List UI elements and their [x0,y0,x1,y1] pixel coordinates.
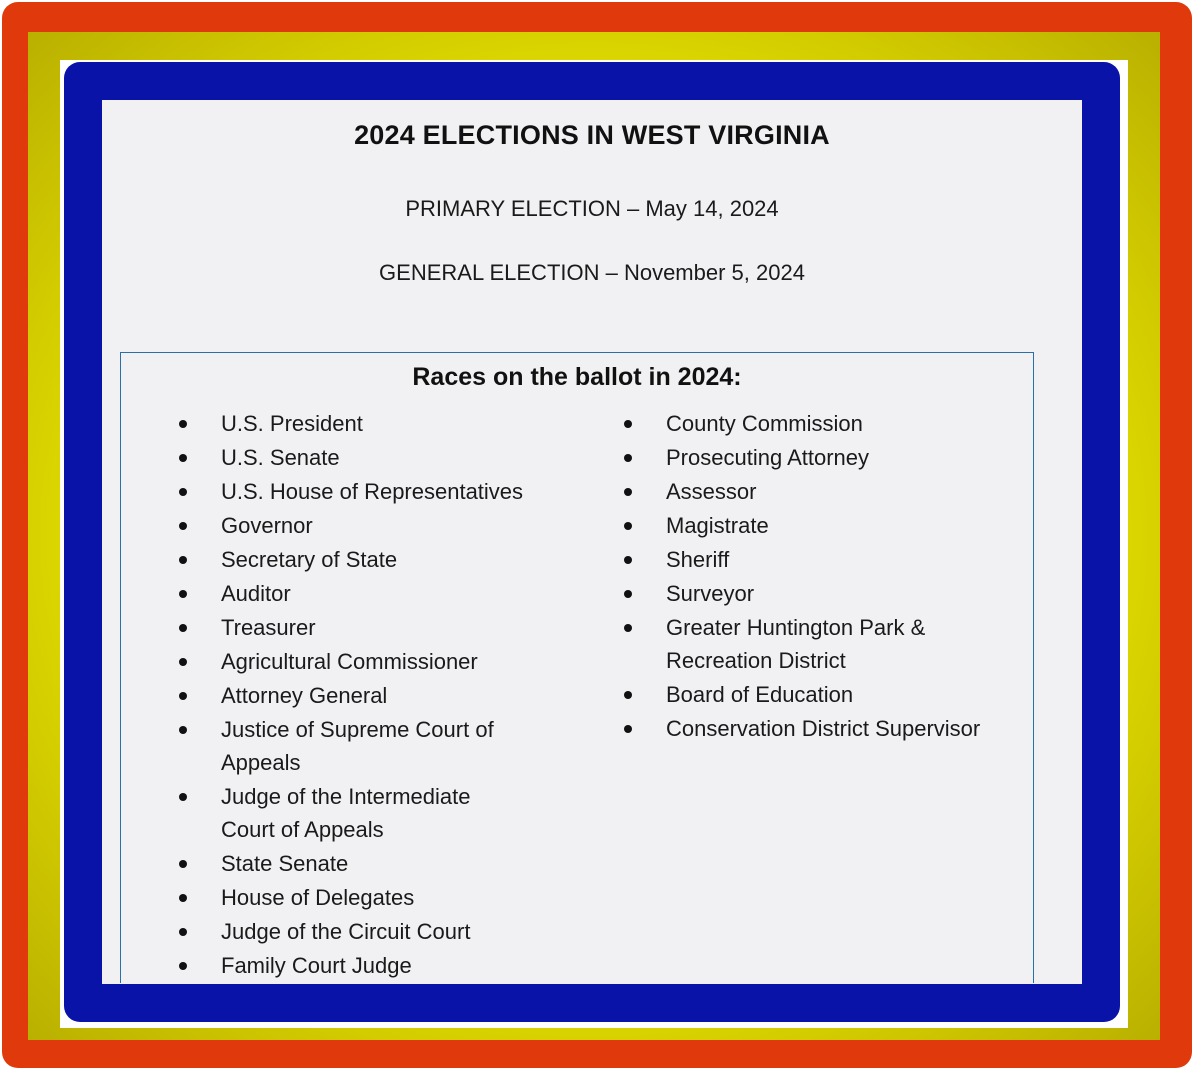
bullet-icon [179,793,187,801]
race-item [179,713,521,779]
race-item [179,949,599,982]
race-label: Family Court Judge [221,953,412,978]
race-item [179,611,599,644]
election-document [102,100,1082,984]
bullet-icon [179,726,187,734]
race-item [624,475,1024,508]
race-item [179,679,599,712]
race-label: Magistrate [666,513,769,538]
race-item [624,712,1024,745]
race-item [624,407,1024,440]
bullet-icon [179,454,187,462]
race-item [624,577,1024,610]
race-item [179,881,599,914]
race-label: Prosecuting Attorney [666,445,870,470]
race-item [624,441,1024,474]
document-title: 2024 ELECTIONS IN WEST VIRGINIA [354,120,830,150]
race-label: House of Delegates [221,885,415,910]
races-heading: Races on the ballot in 2024: [412,363,742,391]
bullet-icon [179,556,187,564]
race-label: U.S. Senate [221,445,340,470]
bullet-icon [179,590,187,598]
primary-election-date: PRIMARY ELECTION – May 14, 2024 [405,196,779,221]
race-item [179,543,599,576]
race-item [624,543,1024,576]
race-label: Secretary of State [221,547,398,572]
race-item [179,475,599,508]
bullet-icon [624,725,632,733]
bullet-icon [624,556,632,564]
races-box [120,352,1034,983]
bullet-icon [624,691,632,699]
races-list-left [179,407,599,983]
bullet-icon [179,624,187,632]
race-item [179,847,599,880]
race-item [179,509,599,542]
bullet-icon [179,894,187,902]
bullet-icon [624,420,632,428]
bullet-icon [624,488,632,496]
race-label: Agricultural Commissioner [221,649,478,674]
races-list-right [624,407,1024,746]
race-item [179,577,599,610]
race-item [179,915,599,948]
race-label: Greater Huntington Park & Recreation District [666,615,926,673]
bullet-icon [179,692,187,700]
bullet-icon [179,860,187,868]
race-item [179,407,599,440]
race-label: County Commission [666,411,863,436]
bullet-icon [179,420,187,428]
bullet-icon [179,522,187,530]
race-label: Board of Education [666,682,854,707]
race-item [179,780,521,846]
bullet-icon [624,590,632,598]
bullet-icon [179,488,187,496]
bullet-icon [624,522,632,530]
race-label: Assessor [666,479,757,504]
race-item [624,611,966,677]
race-label: Judge of the Intermediate Court of Appeals [221,784,471,842]
race-label: U.S. House of Representatives [221,479,524,504]
race-label: Surveyor [666,581,755,606]
race-label: U.S. President [221,411,363,436]
bullet-icon [179,928,187,936]
race-item [179,441,599,474]
bullet-icon [624,454,632,462]
bullet-icon [179,962,187,970]
bullet-icon [624,624,632,632]
race-label: Sheriff [666,547,730,572]
race-item [179,645,599,678]
race-item [624,678,1024,711]
bullet-icon [179,658,187,666]
general-election-date: GENERAL ELECTION – November 5, 2024 [379,260,805,285]
race-label: Governor [221,513,313,538]
race-label: Auditor [221,581,291,606]
race-label: Justice of Supreme Court of Appeals [221,717,494,775]
race-item [624,509,1024,542]
race-label: Judge of the Circuit Court [221,919,471,944]
race-label: Treasurer [221,615,316,640]
race-label: State Senate [221,851,349,876]
race-label: Conservation District Supervisor [666,716,981,741]
race-label: Attorney General [221,683,388,708]
